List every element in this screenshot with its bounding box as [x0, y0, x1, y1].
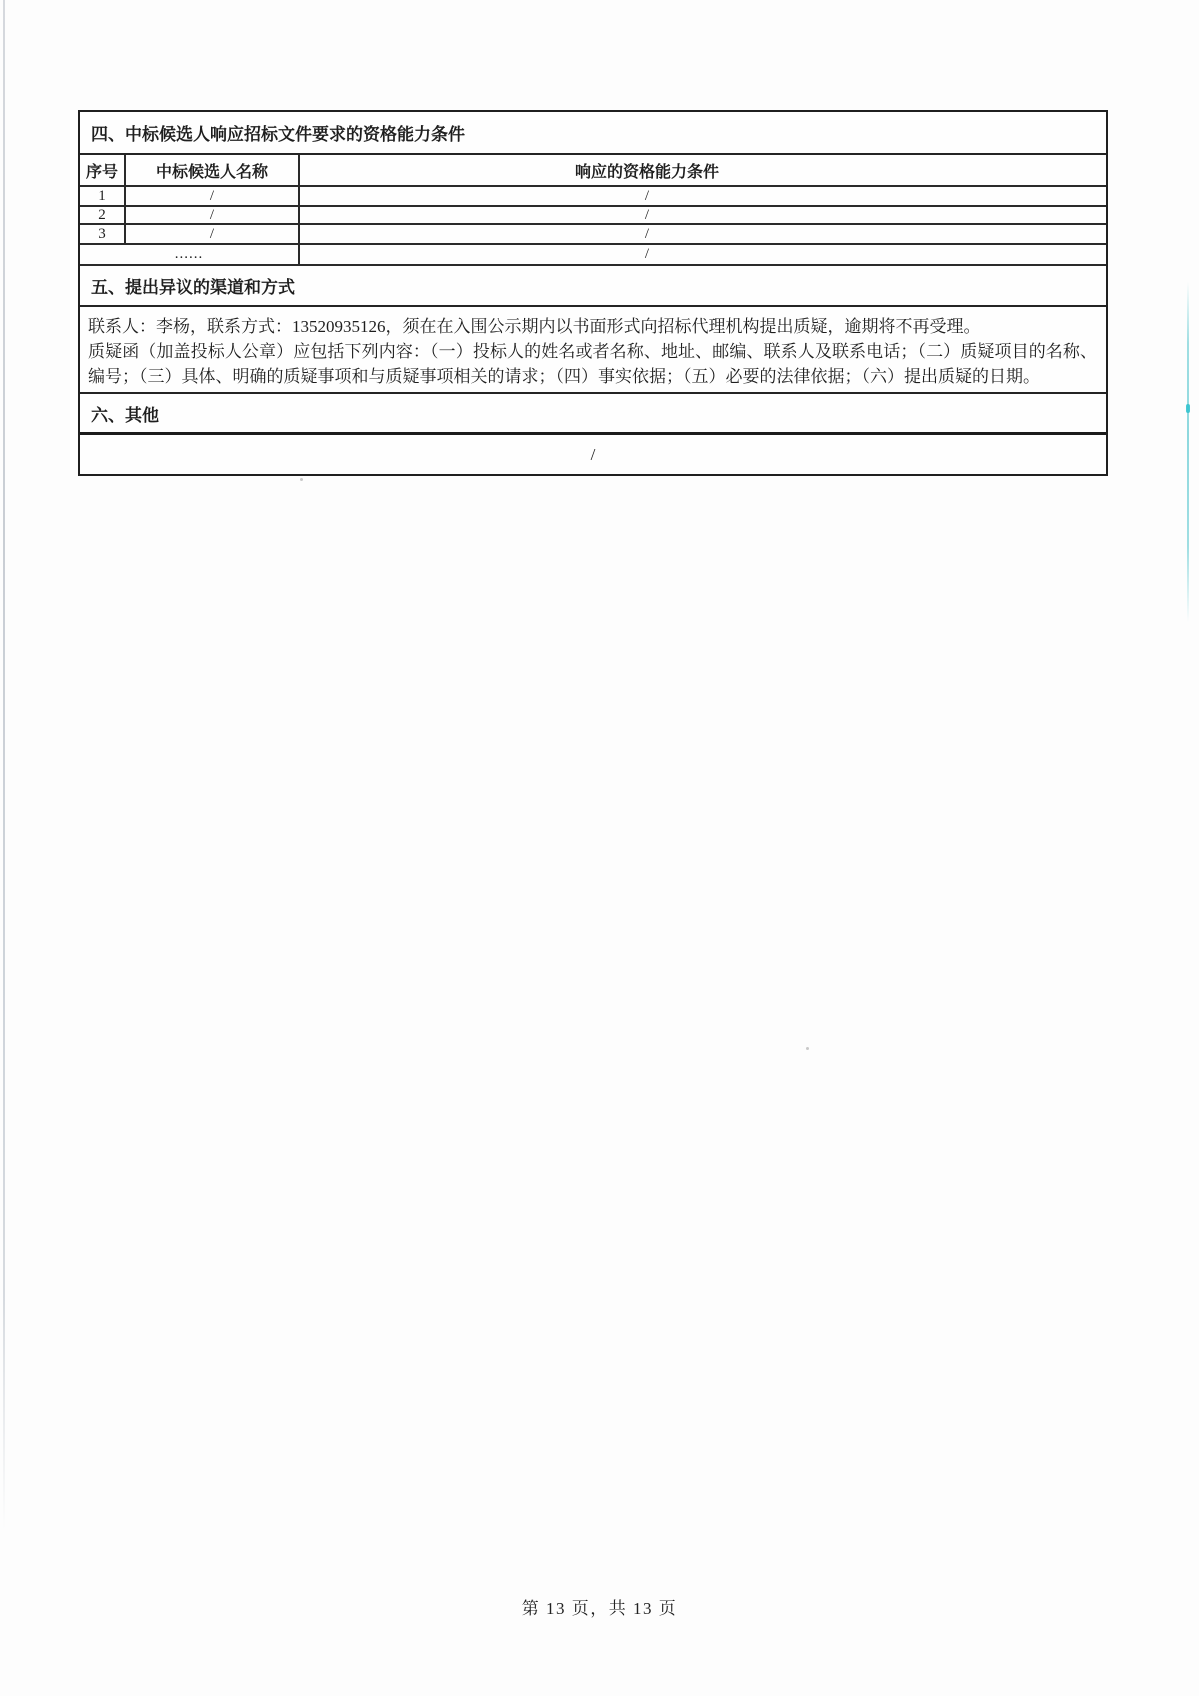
cell-name: / [124, 207, 298, 223]
section5-title: 五、提出异议的渠道和方式 [80, 266, 1106, 307]
section6-title: 六、其他 [80, 394, 1106, 435]
objection-paragraph [80, 307, 1106, 394]
header-cell-condition: 响应的资格能力条件 [298, 155, 1106, 185]
document-table [78, 110, 1108, 476]
cell-no: 1 [98, 187, 106, 204]
scan-speckle [806, 1047, 809, 1050]
paragraph-line-requirements: 质疑函（加盖投标人公章）应包括下列内容：（一）投标人的姓名或者名称、地址、邮编、联系人及联系电话；（二）质疑项目的名称、编号；（三）具体、明确的质疑事项和与质疑事项相关的请求；（四）事实依据；（五）必要的法律依据；（六）提出质疑的日期。 [88, 342, 1097, 386]
cell-name: / [124, 187, 298, 205]
table-row [80, 187, 1106, 207]
scan-edge-line-right [1187, 282, 1189, 622]
header-cell-no: 序号 [85, 163, 118, 181]
cell-condition: / [298, 187, 1106, 205]
cell-condition: / [298, 245, 1106, 264]
table-header-row [80, 155, 1106, 187]
cell-name: / [124, 225, 298, 243]
scan-edge-line-left [3, 0, 5, 1530]
other-value-cell: / [590, 444, 596, 464]
cell-condition: / [298, 207, 1106, 223]
cell-ellipsis: ...... [174, 246, 204, 262]
table-ellipsis-row [80, 245, 1106, 266]
header-cell-name: 中标候选人名称 [124, 155, 298, 185]
scan-edge-mark [1186, 404, 1190, 413]
paragraph-line-contact: 联系人：李杨，联系方式：13520935126，须在在入围公示期内以书面形式向招标代理机构提出质疑，逾期将不再受理。 [88, 317, 981, 336]
scan-speckle [300, 478, 303, 481]
cell-no: 2 [98, 207, 106, 223]
page-footer: 第 13 页，共 13 页 [521, 1599, 678, 1618]
cell-condition: / [298, 225, 1106, 243]
table-row [80, 225, 1106, 245]
table-row [80, 207, 1106, 225]
section4-title: 四、中标候选人响应招标文件要求的资格能力条件 [80, 112, 1106, 155]
cell-no: 3 [98, 225, 106, 242]
